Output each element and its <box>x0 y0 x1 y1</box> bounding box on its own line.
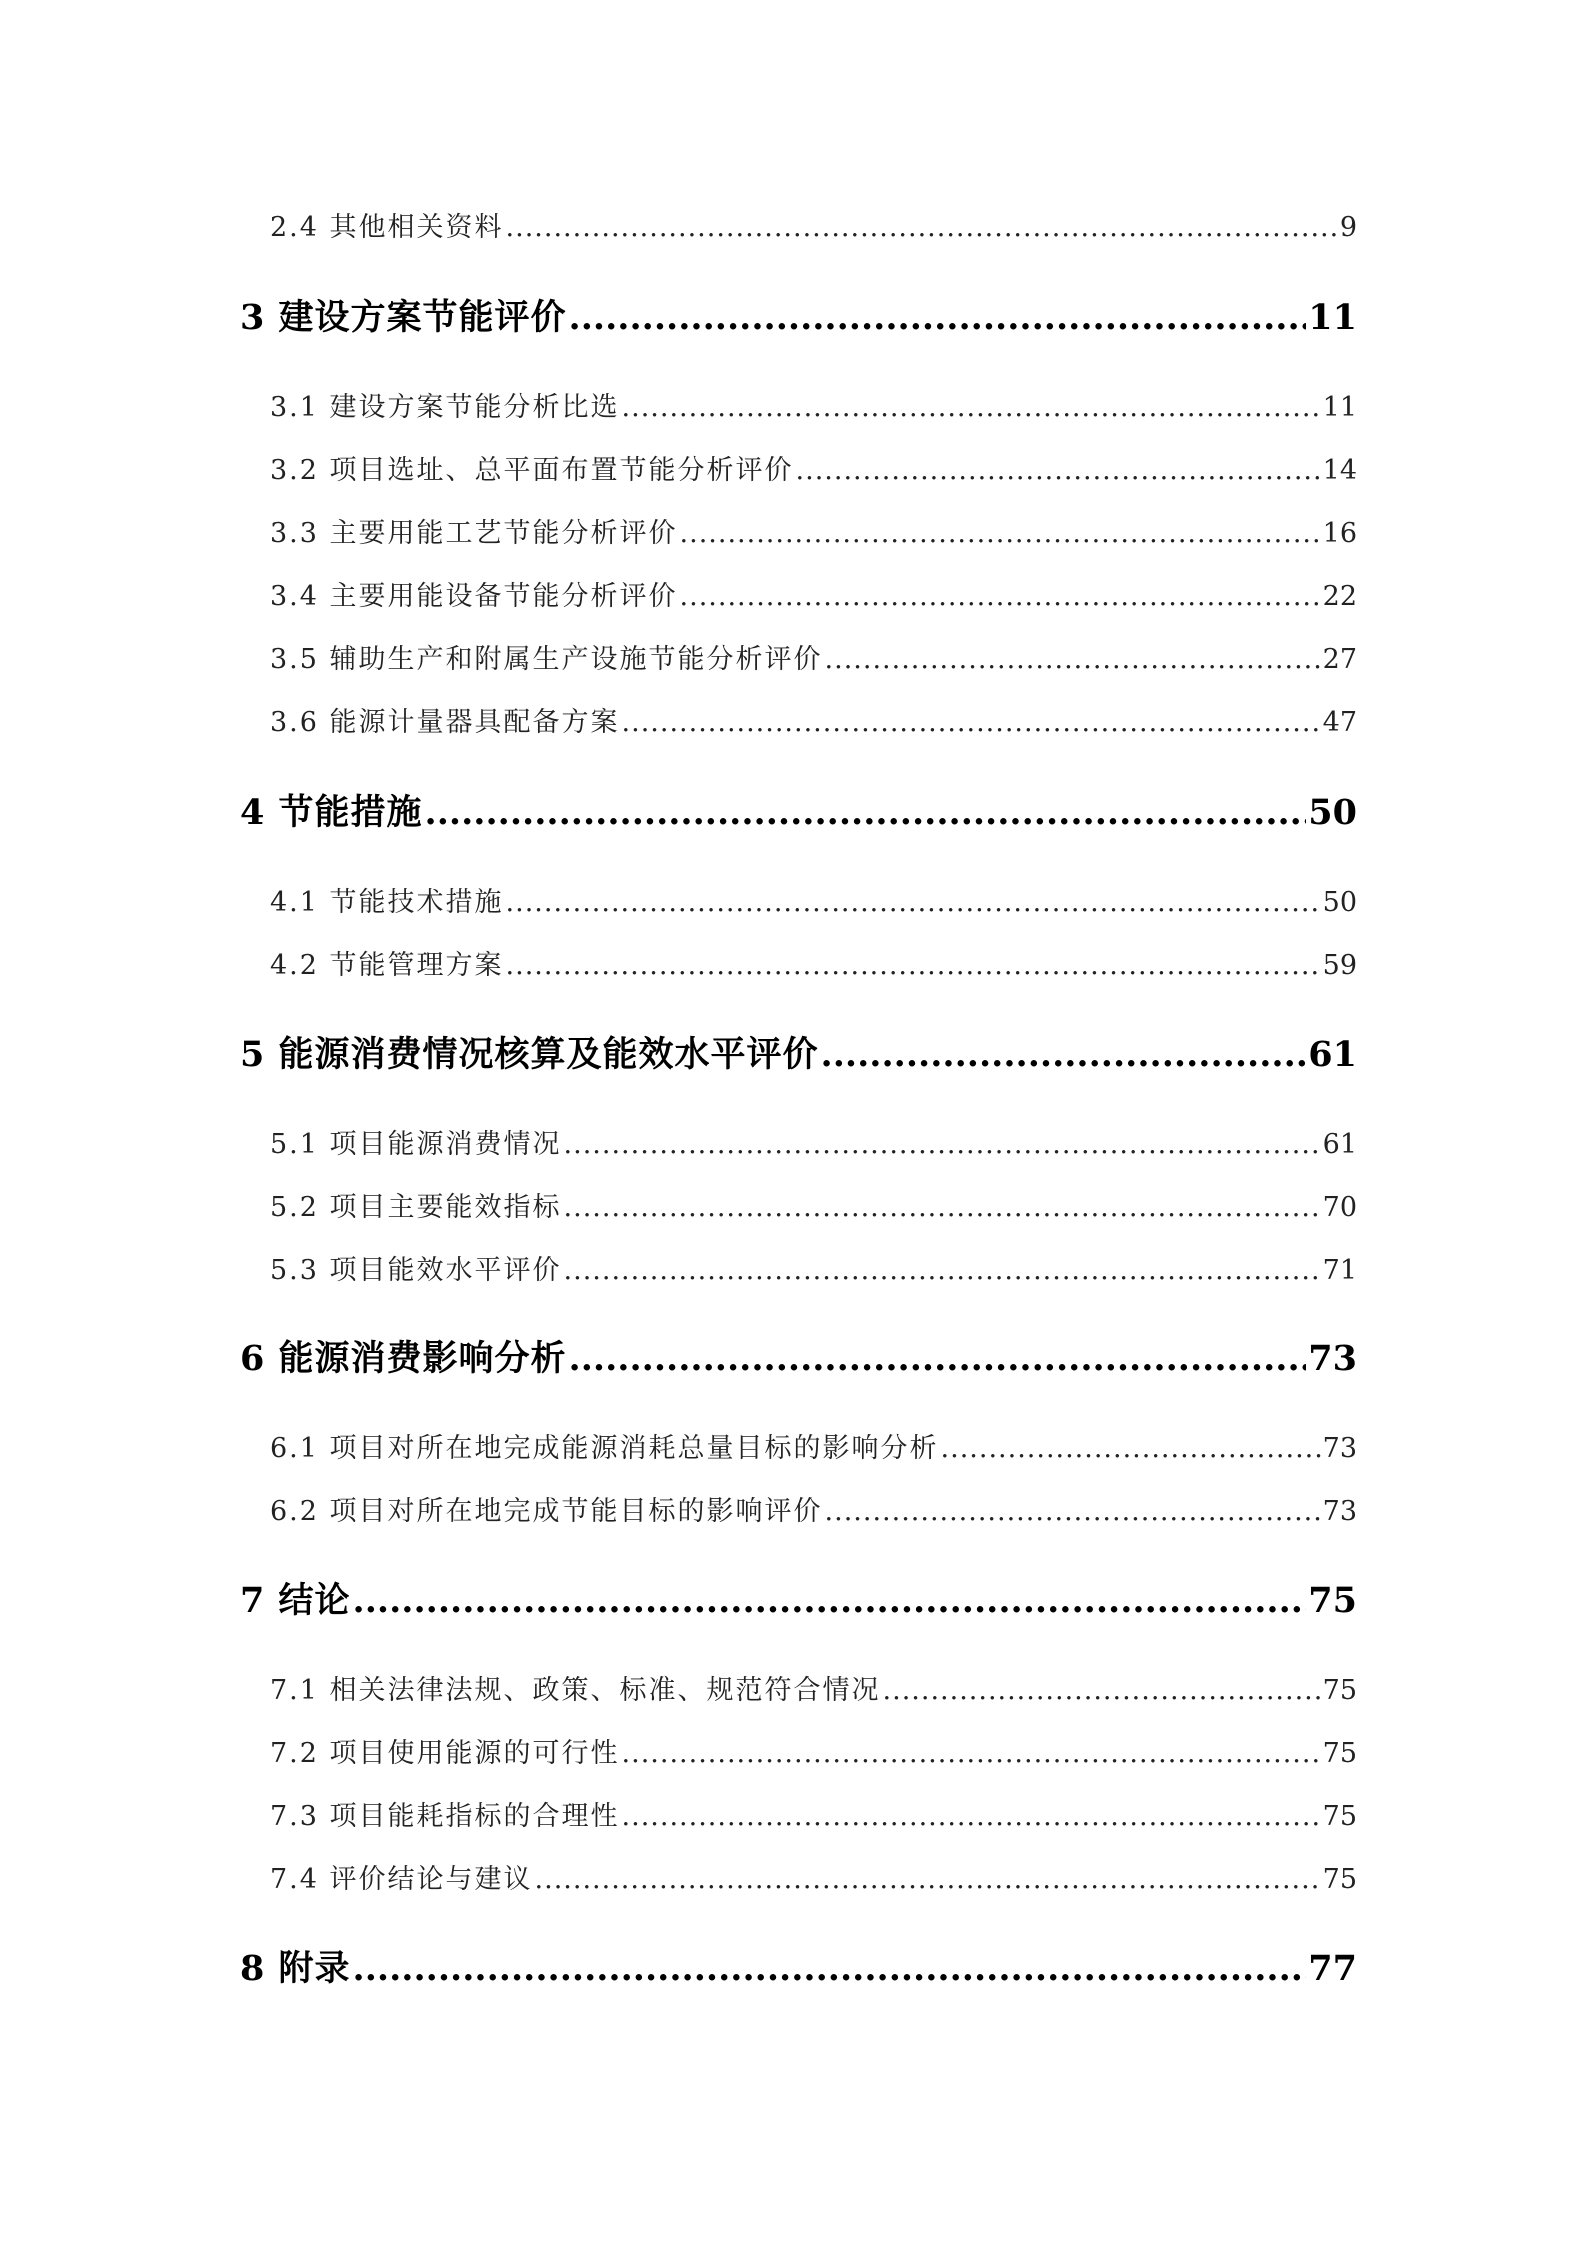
toc-entry-label: 3.5 辅助生产和附属生产设施节能分析评价 <box>270 644 823 675</box>
toc-chapter-4[interactable] <box>240 785 1357 835</box>
toc-leader-dots <box>353 1580 1307 1621</box>
toc-entry-7-1[interactable] <box>240 1668 1357 1707</box>
toc-leader-dots <box>825 644 1321 675</box>
toc-entry-5-1[interactable] <box>240 1122 1357 1161</box>
toc-chapter-page: 75 <box>1308 1580 1357 1621</box>
toc-entry-3-1[interactable] <box>240 385 1357 424</box>
toc-chapter-label: 6 能源消费影响分析 <box>240 1338 567 1379</box>
toc-leader-dots <box>506 212 1338 243</box>
toc-entry-page: 73 <box>1322 1433 1357 1464</box>
toc-entry-label: 4.1 节能技术措施 <box>270 887 504 918</box>
toc-entry-label: 7.1 相关法律法规、政策、标准、规范符合情况 <box>270 1675 881 1706</box>
toc-chapter-page: 73 <box>1308 1338 1357 1379</box>
toc-entry-page: 75 <box>1322 1675 1357 1706</box>
toc-entry-label: 7.2 项目使用能源的可行性 <box>270 1738 620 1769</box>
toc-entry-page: 22 <box>1322 581 1357 612</box>
toc-entry-3-2[interactable] <box>240 448 1357 487</box>
toc-entry-label: 4.2 节能管理方案 <box>270 950 504 981</box>
toc-chapter-page: 61 <box>1308 1034 1357 1075</box>
toc-leader-dots <box>883 1675 1321 1706</box>
toc-entry-5-2[interactable] <box>240 1185 1357 1224</box>
toc-entry-7-3[interactable] <box>240 1794 1357 1833</box>
toc-leader-dots <box>622 1801 1321 1832</box>
toc-leader-dots <box>680 581 1321 612</box>
toc-leader-dots <box>506 887 1321 918</box>
toc-entry-7-2[interactable] <box>240 1731 1357 1770</box>
toc-entry-3-3[interactable] <box>240 511 1357 550</box>
toc-entry-page: 27 <box>1322 644 1357 675</box>
toc-leader-dots <box>622 1738 1321 1769</box>
toc-leader-dots <box>564 1255 1321 1286</box>
toc-entry-label: 5.3 项目能效水平评价 <box>270 1255 562 1286</box>
toc-entry-4-2[interactable] <box>240 943 1357 982</box>
toc-entry-label: 2.4 其他相关资料 <box>270 212 504 243</box>
toc-entry-page: 59 <box>1322 950 1357 981</box>
toc-entry-page: 75 <box>1322 1738 1357 1769</box>
toc-entry-7-4[interactable] <box>240 1857 1357 1896</box>
toc-entry-label: 7.3 项目能耗指标的合理性 <box>270 1801 620 1832</box>
toc-entry-page: 14 <box>1322 455 1357 486</box>
toc-entry-6-2[interactable] <box>240 1489 1357 1528</box>
toc-leader-dots <box>569 297 1307 338</box>
toc-entry-label: 7.4 评价结论与建议 <box>270 1864 533 1895</box>
toc-entry-page: 9 <box>1339 212 1357 243</box>
toc-leader-dots <box>353 1948 1307 1989</box>
toc-entry-label: 3.3 主要用能工艺节能分析评价 <box>270 518 678 549</box>
toc-chapter-page: 77 <box>1308 1948 1357 1989</box>
toc-leader-dots <box>680 518 1321 549</box>
toc-entry-page: 73 <box>1322 1496 1357 1527</box>
toc-chapter-label: 7 结论 <box>240 1580 351 1621</box>
toc-chapter-page: 11 <box>1308 297 1357 338</box>
toc-entry-2-4[interactable] <box>240 205 1357 244</box>
toc-entry-page: 70 <box>1322 1192 1357 1223</box>
toc-leader-dots <box>821 1034 1307 1075</box>
toc-entry-3-4[interactable] <box>240 574 1357 613</box>
toc-chapter-label: 3 建设方案节能评价 <box>240 297 567 338</box>
toc-leader-dots <box>622 707 1321 738</box>
toc-entry-page: 71 <box>1322 1255 1357 1286</box>
toc-entry-label: 6.1 项目对所在地完成能源消耗总量目标的影响分析 <box>270 1433 939 1464</box>
toc-leader-dots <box>569 1338 1307 1379</box>
toc-chapter-label: 8 附录 <box>240 1948 351 1989</box>
toc-leader-dots <box>535 1864 1321 1895</box>
toc-entry-label: 5.2 项目主要能效指标 <box>270 1192 562 1223</box>
toc-entry-page: 75 <box>1322 1801 1357 1832</box>
toc-entry-page: 11 <box>1322 392 1357 423</box>
toc-entry-page: 61 <box>1322 1129 1357 1160</box>
toc-entry-label: 3.6 能源计量器具配备方案 <box>270 707 620 738</box>
toc-entry-4-1[interactable] <box>240 880 1357 919</box>
toc-entry-5-3[interactable] <box>240 1248 1357 1287</box>
toc-entry-label: 3.4 主要用能设备节能分析评价 <box>270 581 678 612</box>
toc-chapter-5[interactable] <box>240 1027 1357 1077</box>
toc-entry-3-5[interactable] <box>240 637 1357 676</box>
toc-chapter-7[interactable] <box>240 1573 1357 1623</box>
toc-chapter-page: 50 <box>1308 792 1357 833</box>
toc-entry-3-6[interactable] <box>240 700 1357 739</box>
toc-entry-page: 75 <box>1322 1864 1357 1895</box>
toc-leader-dots <box>564 1192 1321 1223</box>
toc-chapter-label: 5 能源消费情况核算及能效水平评价 <box>240 1034 819 1075</box>
toc-entry-page: 47 <box>1322 707 1357 738</box>
toc-entry-page: 16 <box>1322 518 1357 549</box>
toc-chapter-8[interactable] <box>240 1941 1357 1991</box>
toc-entry-label: 6.2 项目对所在地完成节能目标的影响评价 <box>270 1496 823 1527</box>
toc-entry-label: 3.1 建设方案节能分析比选 <box>270 392 620 423</box>
table-of-contents <box>240 0 1357 2245</box>
toc-leader-dots <box>564 1129 1321 1160</box>
toc-entry-6-1[interactable] <box>240 1426 1357 1465</box>
toc-leader-dots <box>622 392 1321 423</box>
toc-chapter-label: 4 节能措施 <box>240 792 423 833</box>
toc-chapter-6[interactable] <box>240 1331 1357 1381</box>
toc-chapter-3[interactable] <box>240 290 1357 340</box>
toc-leader-dots <box>941 1433 1321 1464</box>
toc-entry-label: 3.2 项目选址、总平面布置节能分析评价 <box>270 455 794 486</box>
toc-leader-dots <box>506 950 1321 981</box>
toc-leader-dots <box>425 792 1307 833</box>
toc-entry-page: 50 <box>1322 887 1357 918</box>
toc-entry-label: 5.1 项目能源消费情况 <box>270 1129 562 1160</box>
toc-leader-dots <box>825 1496 1321 1527</box>
toc-leader-dots <box>796 455 1321 486</box>
